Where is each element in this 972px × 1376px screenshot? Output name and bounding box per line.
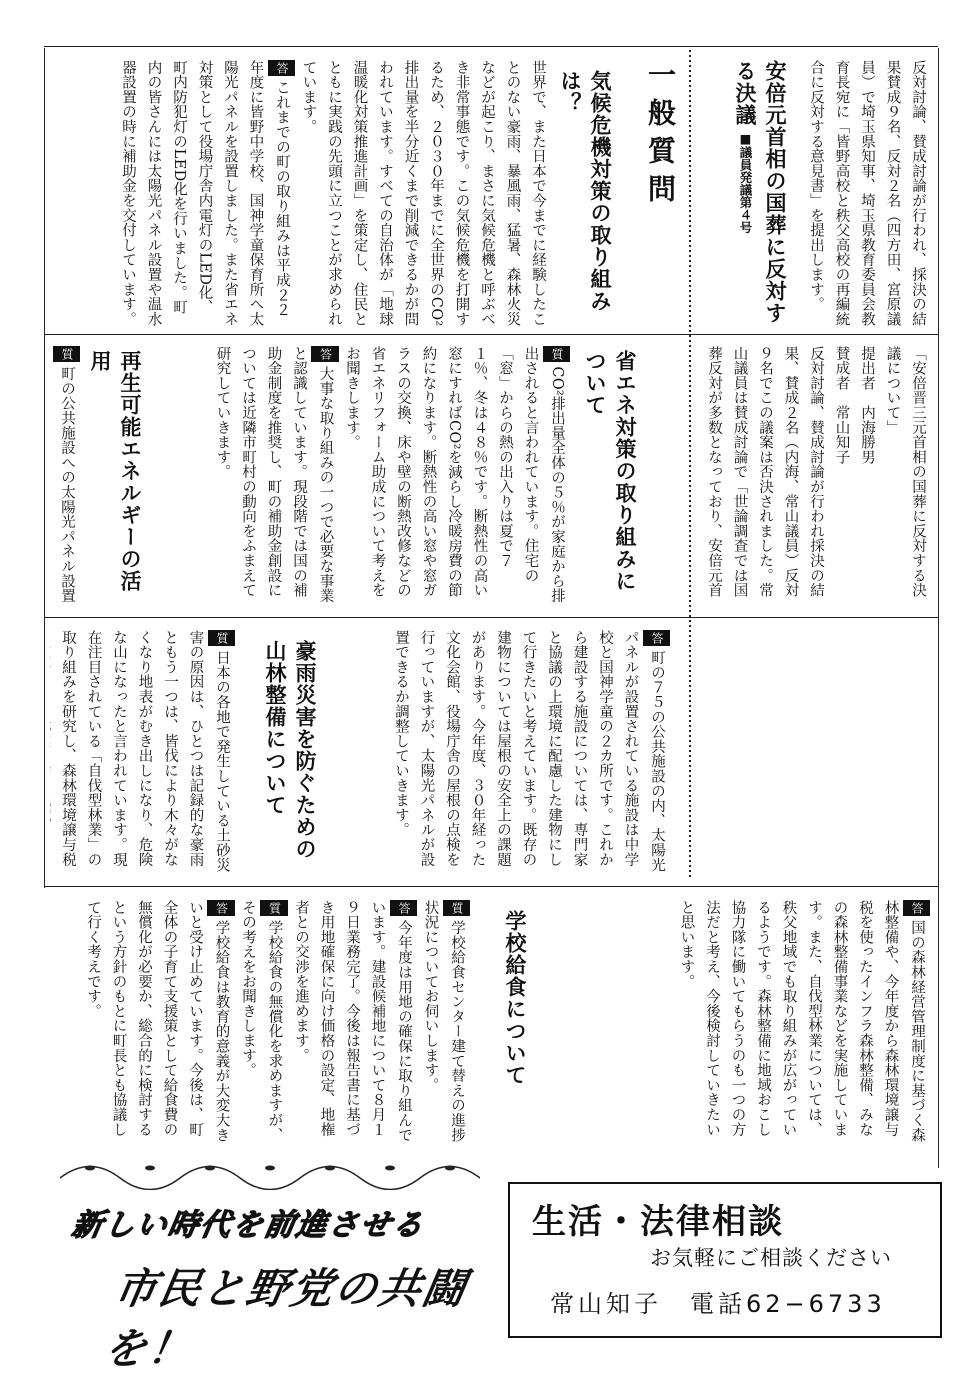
q5-heading-block — [470, 910, 530, 1150]
consultation-title: 生活・法律相談 — [532, 1202, 784, 1242]
answer-mark-q4: 答 — [903, 900, 931, 916]
q2-heading: 省エネ対策の取り組みについて — [583, 350, 638, 592]
question-mark-q5b: 質 — [260, 900, 288, 916]
q4-heading-block — [240, 640, 320, 880]
consultation-contact: 常山知子 電話62−6733 — [550, 1290, 886, 1318]
answer-mark-q2: 答 — [311, 346, 339, 362]
kokuso-body — [700, 346, 930, 610]
general-question-title: 一般質問 — [644, 60, 677, 212]
q3-body: 町の公共施設への太陽光パネル設置 — [59, 366, 75, 604]
q5-answer: 今年度は用地の確保に取り組んでいます。建設候補地について８月１９日業務完了。今後は報告書に基づき用地確保に向け価格の設定、地権者との交渉を進めます。 — [293, 900, 412, 1143]
vine-decoration — [60, 1150, 480, 1190]
q5-heading: 学校給食について — [503, 910, 528, 1086]
slogan-line2: 市民と野党の共闘を！ — [99, 1264, 472, 1373]
answer-mark-q5b: 答 — [207, 900, 235, 916]
slogan-line1: 新しい時代を前進させる — [69, 1208, 428, 1243]
general-question-title-block — [610, 60, 680, 328]
row1-divider — [44, 334, 938, 335]
q4-heading: 豪雨災害を防ぐための山林整備について — [263, 640, 318, 860]
right-border-line — [938, 48, 939, 1168]
kokuso-resolution: 「安倍晋三元首相の国葬に反対する決議について」 — [884, 346, 926, 598]
intro-text: 反対討論、賛成討論が行われ、採決の結果賛成９名、反対２名（四方田、宮原議員）で埼玉県知事、埼玉県教育委員会教育長宛に「皆野高校と秩父高校の再編統合に反対する意見書」を提出します。 — [808, 60, 926, 327]
question-mark-q2: 質 — [543, 346, 571, 362]
answer-mark: 答 — [268, 60, 296, 76]
answer-mark-q3: 答 — [643, 630, 671, 646]
q2-heading-block — [570, 350, 640, 610]
slogan-banner — [55, 1192, 495, 1373]
kokuso-body-cont — [700, 630, 930, 880]
kokuso-heading: 安倍元首相の国葬に反対する決議 — [733, 60, 788, 324]
q2-answer: 大事な取り組みの一つで必要な事業と認識しています。現段階では国の補助金制度を推奨し、町の補助金創設については近隣市町村の動向をふまえて研究していきます。 — [214, 346, 334, 604]
q3-body-block — [50, 346, 80, 610]
left-border-line — [44, 48, 45, 888]
question-mark-q3: 質 — [53, 346, 81, 362]
q1-body: 世界で、また日本で今までに経験したことのない豪雨、暴風雨、猛暑、森林火災などが起こり、まさに気候危機と呼ぶべき非常事態です。この気候危機を打開するため、２０３０年までに全世界のCO²排出量を半分近くまで削減できるかが問われています。すべての自治体が「地球温暖化対策推進計画」を策定し、住民とともに実践の先頭に立つことが求められています。 — [300, 60, 546, 327]
column-divider-vine — [685, 50, 695, 880]
kokuso-heading-block — [700, 60, 790, 328]
kokuso-label: ■議員発議第４号 — [738, 131, 753, 234]
consultation-box — [508, 1182, 942, 1338]
top-border-line — [44, 46, 938, 47]
row2-divider — [44, 617, 938, 618]
q4-body-block — [50, 630, 235, 880]
q1-heading-block — [555, 70, 615, 320]
q3-heading: 再生可能エネルギーの活用 — [88, 350, 143, 592]
answer-mark-q5: 答 — [390, 900, 418, 916]
q1-body-block — [50, 60, 550, 328]
q5-answer2: 学校給食は教育的意義が大変大きいと受け止めています。今後は、町全体の子育て支援策として給食費の無償化が必要か、総合的に検討するという方針のもとに町長とも協議して行く考えです。 — [85, 900, 230, 1143]
q4-body: 日本の各地で発生している土砂災害の原因は、ひとつは記録的な豪雨ともう一つは、皆伐により木々がなくなり地表がむき出しになり、危険な山になったと言われています。現在注目されている「自伐型林業」の取り組みを研究し、森林環境譲与税 — [60, 630, 230, 873]
question-mark-q4: 質 — [208, 630, 236, 646]
kokuso-supporter: 賛成者 常山知子 — [833, 346, 850, 465]
q1-heading: 気候危機対策の取り組みは？ — [558, 70, 613, 312]
q1-answer: これまでの町の取り組みは平成２２年度に皆野中学校、国神学童保育所へ太陽光パネルを設置しました。また省エネ対策として役場庁舎内電灯のLED化、町内防犯灯のLED化を行いました。町内の皆さんには太陽光パネル設置や温水器設置の時に補助金を交付しています。 — [120, 60, 290, 327]
kokuso-body2: 反対討論、賛成討論が行われ採決の結果、賛成２名（内海、常山議員）反対９名でこの議案は否決されました。常山議員は賛成討論で「世論調査では国葬反対が多数となっており、安倍元首 — [706, 346, 824, 598]
q4-answer: 国の森林経営管理制度に基づく森林整備や、今年度から森林環境譲与税を使ったインフラ森林整備、みなの森林整備事業などを実施しています。また、自伐型林業については、秩父地域でも取り組みが広がっているようです。森林整備に地域おこし協力隊に働いてもらうのも一つの方法だと考え、今後検討していきたいと思います。 — [678, 900, 925, 1143]
q3-heading-block — [85, 350, 145, 610]
q5-body2: 学校給食の無償化を求めますが、その考えをお聞きします。 — [240, 900, 283, 1143]
row3-divider — [44, 886, 938, 887]
consultation-subtitle: お気軽にご相談ください — [650, 1246, 892, 1270]
q5-body-block — [50, 900, 470, 1150]
q5-body: 学校給食センター建て替えの進捗状況についてお伺いします。 — [422, 900, 465, 1143]
kokuso-proposer: 提出者 内海勝男 — [859, 346, 875, 465]
q4-answer-block — [530, 900, 930, 1150]
question-mark-q5: 質 — [443, 900, 471, 916]
q2-body: CO²排出量全体の５％が家庭から排出されると言われています。住宅の「窓」からの熱の出入りは夏で７１％、冬は４８％です。断熱性の高い窓にすればCO²を減らし冷暖房費の節約になります。断熱性の高い窓や窓ガラスの交換、床や壁の断熱改修などの省エネリフォーム助成について考えをお聞きします。 — [344, 346, 565, 604]
q3-answer-block — [330, 630, 670, 880]
q3-answer: 町の７５の公共施設の内、太陽光パネルが設置されている施設は中学校と国神学童の２カ所です。これから建設する施設については、専門家と協議の上環境に配慮した建物にして行きたいと考えています。既存の建物については屋根の安全上の課題があります。今年度、３０年経った文化会館、役場庁舎の屋根の点検を行っていますが、太陽光パネルが設置できるか調整していきます。 — [393, 630, 665, 873]
q2-body-block — [180, 346, 570, 610]
